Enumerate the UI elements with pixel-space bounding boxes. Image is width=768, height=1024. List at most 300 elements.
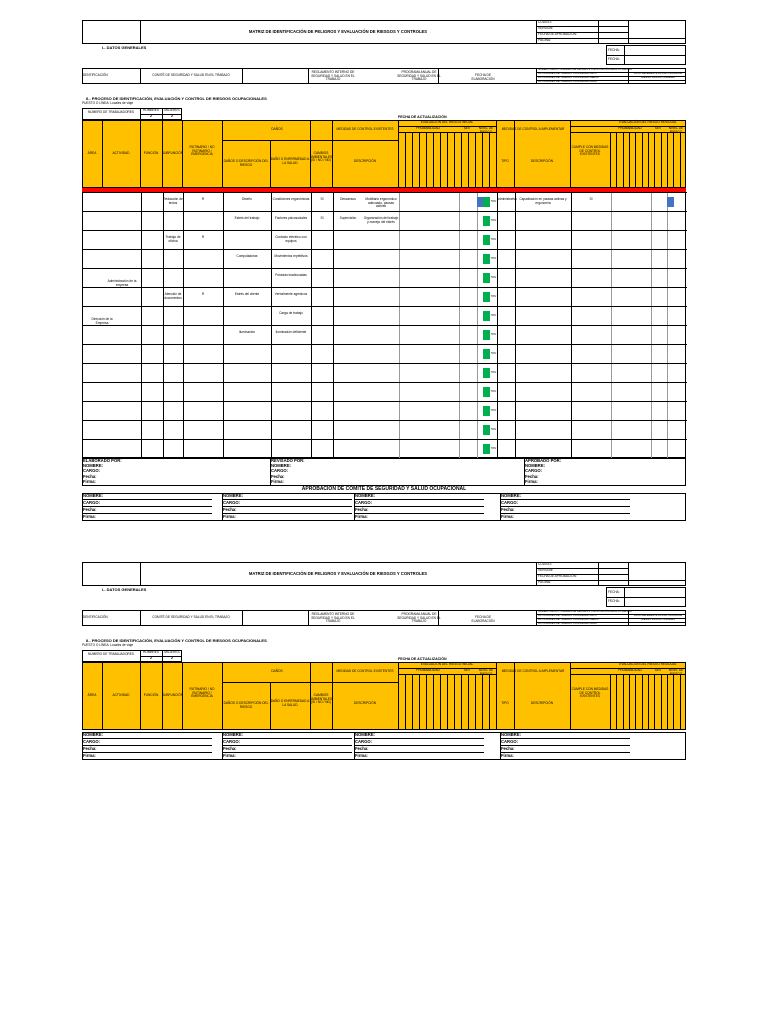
cell-divider (163, 212, 164, 231)
cell-divider (477, 307, 478, 326)
risk-level-indicator (483, 444, 490, 454)
subheader-cell (412, 132, 419, 188)
cell-divider (399, 326, 400, 345)
cell-divider (333, 326, 334, 345)
cell-divider (515, 440, 516, 459)
cell-divider (183, 231, 184, 250)
cell-danio: Verbalmente agresivos (274, 292, 308, 296)
date-label-4: FECHA: (608, 599, 620, 603)
cell-divider (611, 212, 612, 231)
cell-divider (477, 326, 478, 345)
cell-divider (459, 231, 460, 250)
col-area: ÁREA (87, 151, 97, 155)
subheader-cell (468, 132, 475, 188)
col-subfuncion-2: SUBFUNCIÓN (162, 693, 184, 697)
cell-divider (163, 326, 164, 345)
cell-divider (183, 402, 184, 421)
cell-divider (311, 383, 312, 402)
cell-divider (611, 326, 612, 345)
legend-item-3: ACTIVIDADES DE TRABAJO CON RIESGO MEDIO (538, 76, 599, 79)
cell-rutinario: R (201, 197, 205, 201)
committee-cargo: CARGO: (222, 739, 352, 746)
col-danos: DAÑOS (271, 127, 283, 131)
cell-divider (651, 212, 652, 231)
cell-divider (223, 345, 224, 364)
subheader-cell (489, 132, 496, 188)
cell-divider (459, 364, 460, 383)
cell-divider (667, 364, 668, 383)
cell-subfuncion: Redacción de textos (163, 197, 183, 205)
cell-divider (223, 440, 224, 459)
col-actividad-2: ACTIVIDAD (112, 693, 130, 697)
col-nr2-2: NIVEL DE RIESGO (668, 668, 684, 676)
sig-fecha-3: Fecha: (525, 474, 539, 479)
cell-divider (651, 250, 652, 269)
cell-divider (571, 326, 572, 345)
cell-divider (651, 402, 652, 421)
cell-divider (651, 345, 652, 364)
cell-divider (311, 288, 312, 307)
cell-danio: Iluminación deficiente (275, 330, 307, 334)
committee-label: COMITÉ DE SEGURIDAD Y SALUD EN EL TRABAJO (152, 73, 230, 77)
col-cumple-2: CUMPLE CON MEDIDAS DE CONTROL EXISTENTES (571, 687, 609, 699)
cell-divider (497, 383, 498, 402)
committee-fecha: Fecha: (222, 746, 352, 753)
legend-item-5: NÚMERO DE ACTIVIDADES DE PELIGROS O EXPOSICIÓN DE ALTO RIESGO (538, 610, 632, 613)
col-tipo: TIPO (501, 159, 509, 163)
cell-subfuncion: Trabajo de oficina (165, 235, 181, 243)
cell-divider (333, 364, 334, 383)
risk-level-text: TRIV (490, 200, 497, 203)
risk-level-blue (477, 197, 483, 207)
cell-divider (271, 193, 272, 212)
cell-divider (183, 288, 184, 307)
cell-divider (497, 288, 498, 307)
cell-divider (611, 402, 612, 421)
subheader-cell (426, 132, 433, 188)
subheader-cell (398, 132, 405, 188)
approval-date-label: FECHA DE APROBACIÓN: (538, 32, 577, 36)
col-eval-res-2: EVALUACIÓN DEL RIESGO RESIDUAL (619, 662, 677, 666)
risk-level-text: TRIV (490, 257, 497, 260)
cell-divider (571, 212, 572, 231)
col-danos-sub2: DAÑO O ENFERMEDAD A LA SALUD (270, 157, 310, 165)
cell-divider (271, 288, 272, 307)
section1-title-2: I.- DATOS GENERALES (102, 587, 147, 592)
cell-divider (271, 212, 272, 231)
cell-divider (611, 269, 612, 288)
sig-name-1: NOMBRE: (83, 463, 104, 468)
subheader-cell (447, 674, 454, 730)
subheader-cell (680, 132, 686, 188)
cell-divider (651, 231, 652, 250)
table-row (83, 306, 687, 325)
cell-divider (183, 212, 184, 231)
risk-level-text: TRIV (490, 219, 497, 222)
cell-divider (497, 250, 498, 269)
page-label: PÁGINA: (538, 38, 551, 42)
cell-divider (271, 250, 272, 269)
sig-firma-3: Firma: (525, 479, 538, 484)
identification-label-2: IDENTIFICACIÓN (82, 615, 108, 619)
cell-cambio: SI (320, 197, 324, 201)
legend-item-7: ACTIVIDADES DE TRABAJO CON RIESGO MEDIO (538, 618, 599, 621)
cell-divider (271, 326, 272, 345)
sig-name-3: NOMBRE: (525, 463, 546, 468)
col-subfuncion: SUBFUNCIÓN (162, 151, 184, 155)
cell-danio: Contacto eléctrico con equipos (275, 235, 307, 243)
cell-divider (163, 345, 164, 364)
cell-divider (667, 345, 668, 364)
table-row (83, 230, 687, 249)
committee-name: NOMBRE: (222, 493, 352, 500)
area-cell: Dirección de la Empresa (85, 318, 119, 325)
matrix-body (82, 192, 686, 458)
cell-divider (571, 250, 572, 269)
cell-divider (271, 307, 272, 326)
subheader-cell (475, 132, 482, 188)
cell-divider (611, 250, 612, 269)
committee-fecha: Fecha: (222, 507, 352, 514)
subheader-cell (489, 674, 496, 730)
subheader-cell (433, 674, 440, 730)
cell-divider (223, 326, 224, 345)
section2-subtitle: PUESTO O LÍNEA: Locales de viaje (82, 101, 134, 105)
cell-divider (667, 383, 668, 402)
annual-program-label: PROGRAMA ANUAL DE SEGURIDAD Y SALUD EN EL TRABAJO (397, 70, 441, 82)
cell-divider (141, 193, 142, 212)
update-label: FECHA DE ACTUALIZACIÓN (398, 115, 447, 119)
col-medidas: MEDIDAS DE CONTROL EXISTENTES (336, 127, 394, 131)
subheader-cell (468, 674, 475, 730)
cell-divider (141, 383, 142, 402)
cell-divider (333, 212, 334, 231)
committee-firma: Firma: (82, 514, 212, 521)
col-danos-2: DAÑOS (271, 669, 283, 673)
cell-danio: Posturas inadecuadas (275, 273, 307, 277)
table-row (83, 268, 687, 287)
cell-divider (399, 364, 400, 383)
workers-label-2: NÚMERO DE TRABAJADORES (88, 652, 134, 656)
cell-divider (477, 212, 478, 231)
approved-by: APROBADO POR: (525, 458, 562, 463)
residual-subheaders-2 (610, 674, 686, 730)
cell-divider (611, 288, 612, 307)
table-row (83, 344, 687, 363)
cell-divider (667, 307, 668, 326)
cell-divider (141, 212, 142, 231)
col-eval-2: EVALUACIÓN DEL RIESGO INICIAL (420, 662, 474, 666)
col-nr2: NIVEL DE RIESGO (668, 126, 684, 134)
cell-divider (515, 364, 516, 383)
cell-divider (477, 269, 478, 288)
page-2 (82, 562, 686, 762)
sig-cargo-1: CARGO: (83, 468, 100, 473)
cell-divider (571, 193, 572, 212)
cell-divider (515, 212, 516, 231)
col-funcion: FUNCIÓN (143, 151, 159, 155)
sig-cargo-2: CARGO: (271, 468, 288, 473)
cell-divider (399, 440, 400, 459)
committee-name: NOMBRE: (82, 732, 212, 739)
legend-right-2: DATO REFERENTE A LA ACTIVIDAD DE RIESGO LAS ACTIVIDADES (633, 614, 683, 621)
cell-divider (477, 288, 478, 307)
cell-divider (223, 307, 224, 326)
cell-divider (183, 364, 184, 383)
cell-divider (571, 288, 572, 307)
cell-divider (459, 326, 460, 345)
men-value: 2 (150, 114, 152, 118)
cell-divider (611, 421, 612, 440)
cell-divider (333, 402, 334, 421)
cell-divider (651, 326, 652, 345)
subheader-cell (680, 674, 686, 730)
cell-divider (459, 269, 460, 288)
col-danos-sub2-2: DAÑO O ENFERMEDAD A LA SALUD (270, 699, 310, 707)
cell-divider (333, 421, 334, 440)
regulation-label: REGLAMENTO INTERNO DE SEGURIDAD Y SALUD EN EL TRABAJO (311, 70, 355, 82)
code-label: CÓDIGO: (538, 20, 552, 24)
cell-divider (311, 231, 312, 250)
cell-divider (459, 383, 460, 402)
col-eval-res: EVALUACIÓN DEL RIESGO RESIDUAL (619, 120, 677, 124)
section2-subtitle-2: PUESTO O LÍNEA: Locales de viaje (82, 643, 134, 647)
cell-divider (515, 250, 516, 269)
col-funcion-2: FUNCIÓN (143, 693, 159, 697)
sig-firma-2: Firma: (271, 479, 284, 484)
committee-cargo: CARGO: (82, 739, 212, 746)
col-medidas2-2: MEDIDAS DE CONTROL A IMPLEMENTAR (501, 669, 565, 673)
cell-divider (223, 421, 224, 440)
risk-level-indicator (483, 387, 490, 397)
cell-divider (183, 440, 184, 459)
cell-divider (271, 383, 272, 402)
cell-divider (651, 440, 652, 459)
cell-danio: Carga de trabajo (279, 311, 303, 315)
cell-divider (311, 421, 312, 440)
committee-name: NOMBRE: (500, 732, 630, 739)
cell-divider (459, 250, 460, 269)
cell-divider (141, 440, 142, 459)
cell-divider (271, 269, 272, 288)
risk-level-indicator (483, 425, 490, 435)
cell-peligro: Estrés del cliente (234, 292, 260, 296)
col-prob2-2: PROBABILIDAD (618, 668, 642, 672)
cell-divider (651, 364, 652, 383)
committee-name: NOMBRE: (354, 493, 484, 500)
col-medidas2: MEDIDAS DE CONTROL A IMPLEMENTAR (501, 127, 565, 131)
cell-divider (271, 402, 272, 421)
cell-divider (333, 269, 334, 288)
sig-name-2: NOMBRE: (271, 463, 292, 468)
cell-divider (333, 440, 334, 459)
risk-level-text: TRIV (490, 409, 497, 412)
risk-level-text: TRIV (490, 390, 497, 393)
subheader-cell (461, 132, 468, 188)
cell-divider (163, 250, 164, 269)
col-sev2: SEV (654, 126, 662, 130)
risk-level-text: TRIV (490, 447, 497, 450)
cell-divider (183, 250, 184, 269)
cell-divider (459, 421, 460, 440)
cell-divider (459, 440, 460, 459)
cell-divider (477, 402, 478, 421)
col-cumple: CUMPLE CON MEDIDAS DE CONTROL EXISTENTES (571, 145, 609, 157)
version-label: VERSIÓN: (538, 26, 554, 30)
committee-firma: Firma: (354, 514, 484, 521)
cell-divider (163, 364, 164, 383)
col-desc: DESCRIPCIÓN (353, 159, 377, 163)
page-label-2: PÁGINA: (538, 580, 551, 584)
cell-divider (611, 440, 612, 459)
committee-title: APROBACION DE COMITE DE SEGURIDAD Y SALUD OCUPACIONAL (301, 486, 467, 492)
cell-divider (667, 231, 668, 250)
committee-cargo: CARGO: (500, 500, 630, 507)
cell-divider (163, 421, 164, 440)
cell-desc: Mobiliario ergonómico adecuado, pausas activas (365, 197, 397, 209)
cell-divider (333, 307, 334, 326)
cell-divider (223, 383, 224, 402)
col-area-2: ÁREA (87, 693, 97, 697)
risk-level-indicator (483, 349, 490, 359)
cell-divider (571, 345, 572, 364)
risk-level-indicator (483, 216, 490, 226)
cell-divider (311, 326, 312, 345)
subheader-cell (405, 674, 412, 730)
cell-divider (163, 440, 164, 459)
cell-rutinario: R (201, 235, 205, 239)
subheader-cell (482, 674, 489, 730)
women-value: 2 (171, 114, 173, 118)
cell-divider (333, 193, 334, 212)
cell-divider (477, 383, 478, 402)
residual-level-blue (667, 197, 674, 207)
cell-divider (271, 440, 272, 459)
cell-divider (571, 421, 572, 440)
date-label-2: FECHA: (608, 57, 620, 61)
cell-peligro: Computadoras (236, 254, 258, 258)
cell-divider (515, 345, 516, 364)
cell-divider (651, 383, 652, 402)
subheader-cell (433, 132, 440, 188)
cell-divider (515, 269, 516, 288)
update-label-2: FECHA DE ACTUALIZACIÓN (398, 657, 447, 661)
table-row (83, 211, 687, 230)
legend-item-4: ACTIVIDADES DE TRABAJO CON RIESGO BAJO (538, 80, 598, 83)
annual-program-label-2: PROGRAMA ANUAL DE SEGURIDAD Y SALUD EN EL TRABAJO (397, 612, 441, 624)
cell-divider (271, 345, 272, 364)
cell-divider (183, 193, 184, 212)
committee-firma: Firma: (222, 514, 352, 521)
probability-subheaders-2 (398, 674, 496, 730)
cell-cambio: SI (320, 216, 324, 220)
table-row (83, 192, 687, 211)
cell-divider (571, 402, 572, 421)
elaboration-date-label-2: FECHA DE ELABORACIÓN (471, 615, 495, 623)
col-descripcion-2: DESCRIPCIÓN (530, 701, 554, 705)
legend-item-1: NÚMERO DE ACTIVIDADES DE PELIGROS O EXPOSICIÓN DE ALTO RIESGO (538, 68, 632, 71)
cell-tipo: Administrativo (497, 197, 518, 201)
col-sev-2: SEV (463, 668, 471, 672)
cell-divider (311, 345, 312, 364)
cell-subfuncion: Atención de documentos (164, 292, 182, 300)
subheader-cell (405, 132, 412, 188)
cell-divider (399, 288, 400, 307)
cell-divider (311, 364, 312, 383)
cell-divider (611, 193, 612, 212)
cell-divider (223, 364, 224, 383)
cell-divider (459, 345, 460, 364)
approval-date-label-2: FECHA DE APROBACIÓN: (538, 574, 577, 578)
committee-fecha: Fecha: (354, 507, 484, 514)
cell-divider (399, 193, 400, 212)
cell-divider (141, 269, 142, 288)
cell-divider (223, 288, 224, 307)
cell-divider (183, 421, 184, 440)
activity-cell: Administración de la empresa (103, 280, 141, 287)
probability-subheaders (398, 132, 496, 188)
col-eval: EVALUACIÓN DEL RIESGO INICIAL (420, 120, 474, 124)
cell-divider (333, 345, 334, 364)
elaboration-date-label: FECHA DE ELABORACIÓN (471, 73, 495, 81)
cell-medida: Descansos (340, 197, 356, 201)
committee-fecha: Fecha: (354, 746, 484, 753)
cell-divider (163, 307, 164, 326)
committee-label-2: COMITÉ DE SEGURIDAD Y SALUD EN EL TRABAJO (152, 615, 230, 619)
col-danos-sub1-2: DAÑOS O DESCRIPCIÓN DEL RIESGO (223, 701, 269, 709)
cell-cumple: SI (589, 197, 593, 201)
cell-divider (515, 307, 516, 326)
cell-divider (333, 288, 334, 307)
section2-title: II.- PROCESO DE IDENTIFICACIÓN, EVALUACIÓN Y CONTROL DE RIESGOS OCUPACIONALES (86, 96, 267, 101)
col-sev2-2: SEV (654, 668, 662, 672)
cell-divider (223, 402, 224, 421)
col-cambio: CAMBIOS AMBIENTALES (SI / NO / ND) (310, 151, 333, 163)
cell-divider (399, 307, 400, 326)
cell-rutinario: R (201, 292, 205, 296)
cell-peligro: Diseño (242, 197, 252, 201)
cell-divider (571, 364, 572, 383)
section1-title: I.- DATOS GENERALES (102, 45, 147, 50)
cell-divider (515, 421, 516, 440)
subheader-cell (454, 132, 461, 188)
cell-divider (333, 383, 334, 402)
cell-divider (399, 250, 400, 269)
subheader-cell (447, 132, 454, 188)
cell-divider (223, 193, 224, 212)
cell-divider (515, 288, 516, 307)
cell-divider (497, 193, 498, 212)
col-prob: PROBABILIDAD (416, 126, 440, 130)
committee-name: NOMBRE: (354, 732, 484, 739)
col-descripcion: DESCRIPCIÓN (530, 159, 554, 163)
cell-divider (183, 307, 184, 326)
signature-block (82, 458, 686, 486)
cell-divider (223, 212, 224, 231)
risk-level-indicator (483, 330, 490, 340)
cell-desc: Organización del trabajo y manejo del estrés (363, 216, 399, 224)
risk-level-indicator (483, 254, 490, 264)
risk-level-text: TRIV (490, 238, 497, 241)
cell-divider (399, 231, 400, 250)
risk-level-text: TRIV (490, 371, 497, 374)
committee-firma: Firma: (500, 514, 630, 521)
committee-name: NOMBRE: (82, 493, 212, 500)
cell-divider (399, 402, 400, 421)
risk-level-indicator (483, 292, 490, 302)
cell-divider (497, 364, 498, 383)
risk-level-text: TRIV (490, 276, 497, 279)
